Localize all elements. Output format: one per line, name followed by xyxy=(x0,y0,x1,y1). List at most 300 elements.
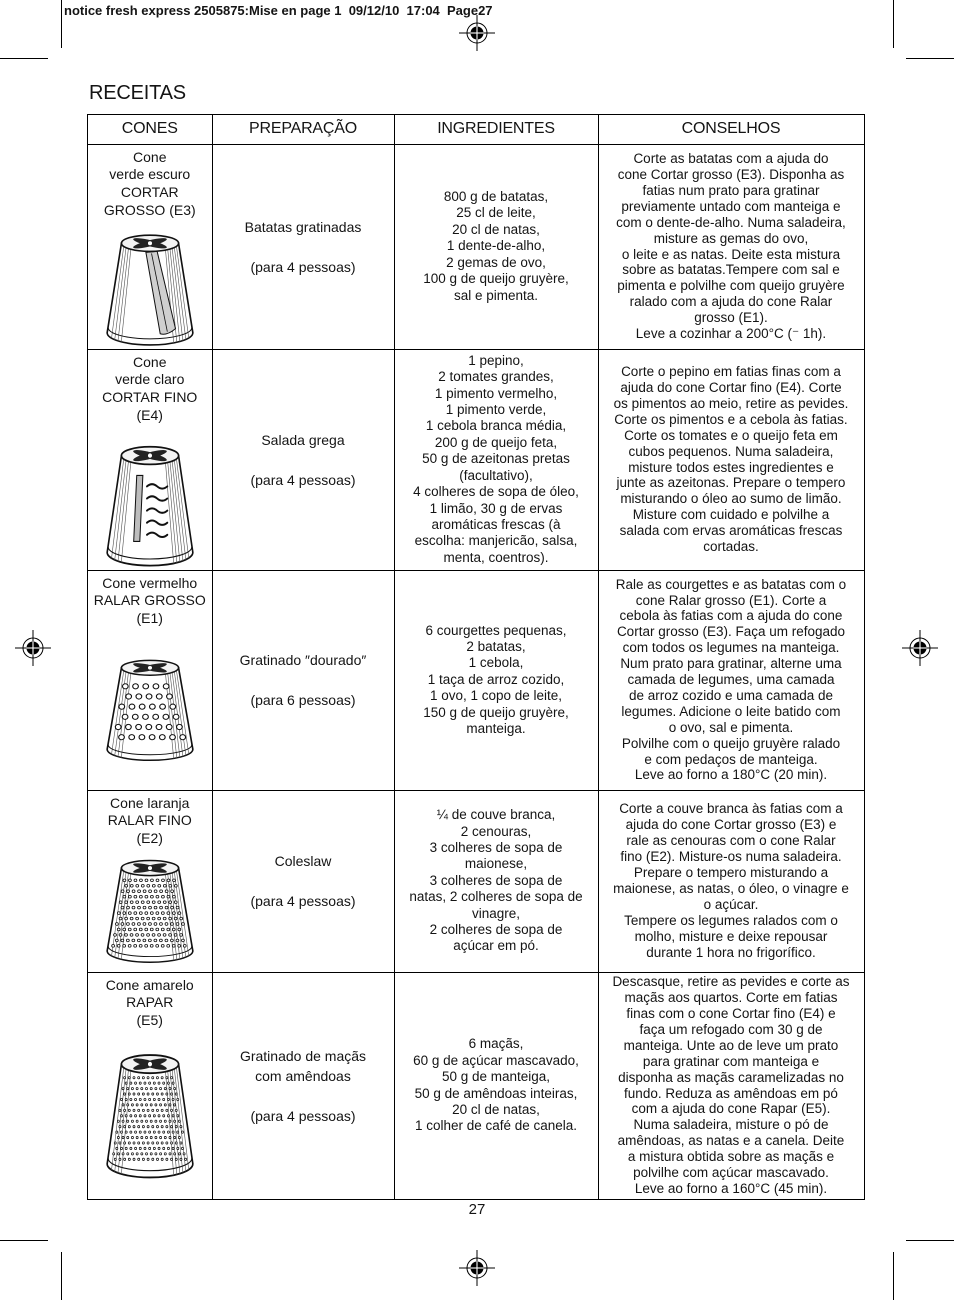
cone-hole xyxy=(137,939,140,942)
ingredient-line: 4 colheres de sopa de óleo, xyxy=(413,484,579,500)
cone-hole xyxy=(130,1098,132,1100)
cone-hole xyxy=(123,895,126,898)
cone-hole xyxy=(145,944,148,947)
cone-hole xyxy=(171,889,174,892)
cone-hole xyxy=(142,1109,144,1111)
cone-hole xyxy=(133,683,139,688)
cone-hole xyxy=(169,1136,171,1138)
cone-hole xyxy=(165,889,168,892)
cone-hole xyxy=(143,889,146,892)
cone-hole xyxy=(139,1082,141,1084)
cone-hole xyxy=(178,1136,180,1138)
cone-hole xyxy=(150,895,153,898)
cone-hole xyxy=(164,1087,166,1089)
cone-hole xyxy=(180,1158,182,1160)
cone-hole xyxy=(156,1125,158,1127)
cone-hole xyxy=(160,1087,162,1089)
cone-hole xyxy=(134,928,137,931)
registration-mark-icon xyxy=(902,630,938,666)
cone-hole xyxy=(124,1158,126,1160)
cone-hole xyxy=(167,911,170,914)
cone-hole xyxy=(134,944,137,947)
cone-cell xyxy=(88,571,213,791)
cone-hole xyxy=(174,933,177,936)
cone-grater-coarse-icon xyxy=(99,653,201,764)
cone-hole xyxy=(125,1098,127,1100)
cone-hole xyxy=(124,1109,126,1111)
cone-hole xyxy=(145,1087,147,1089)
crop-mark xyxy=(893,0,894,48)
cone-hole xyxy=(135,1114,137,1116)
cone-hole xyxy=(120,1131,122,1133)
cone-hole xyxy=(149,1098,151,1100)
ingredients-cell xyxy=(395,350,599,571)
cone-hole xyxy=(147,1109,149,1111)
ingredient-line: 1 ovo, 1 copo de leite, xyxy=(429,688,563,704)
cone-hole xyxy=(167,895,170,898)
cone-hole xyxy=(128,1141,130,1143)
cone-hole xyxy=(126,939,129,942)
cone-hole xyxy=(178,928,181,931)
cone-cell xyxy=(88,350,213,571)
cone-hole xyxy=(117,1120,119,1122)
tip-line: Prepare o tempero misturando a xyxy=(633,865,829,881)
cone-hole xyxy=(132,939,135,942)
cone-hole xyxy=(150,1120,152,1122)
cone-hole xyxy=(156,944,159,947)
dish-name xyxy=(261,430,344,450)
tip-line: misture as gemas do ovo, xyxy=(653,230,809,246)
cone-hole xyxy=(161,1092,163,1094)
cone-hole xyxy=(136,917,139,920)
ingredient-line: 1 pepino, xyxy=(468,352,524,368)
cone-hole xyxy=(138,1076,140,1078)
cone-hole xyxy=(178,944,181,947)
cone-label xyxy=(88,575,212,628)
cone-hole xyxy=(122,1103,124,1105)
cone-hole xyxy=(127,1103,129,1105)
cone-hole xyxy=(159,939,162,942)
cone-hole xyxy=(152,1109,154,1111)
cone-label-line: (E4) xyxy=(136,406,163,423)
ingredient-line: vinagre, xyxy=(471,905,521,921)
tip-line: fatias num prato para gratinar xyxy=(642,182,820,198)
cone-hole xyxy=(180,933,183,936)
cone-hole xyxy=(122,1120,124,1122)
servings: (para 4 pessoas) xyxy=(250,471,356,488)
tip-line: misture todos estes ingredientes e xyxy=(628,459,834,475)
cone-hole xyxy=(138,1141,140,1143)
tips-cell xyxy=(599,350,865,571)
cone-hole xyxy=(152,1092,154,1094)
cone-hole xyxy=(173,895,176,898)
cone-hole xyxy=(172,1098,174,1100)
cone-hole xyxy=(178,911,181,914)
tip-line: maionese, as natas, o óleo, o vinagre e xyxy=(613,881,849,896)
cone-hole xyxy=(128,1109,130,1111)
cone-hole xyxy=(154,922,157,925)
cone-hole xyxy=(130,1147,132,1149)
cone-hole xyxy=(158,1147,160,1149)
cone-hole xyxy=(172,1082,174,1084)
cone-hole xyxy=(150,928,153,931)
cone-hole xyxy=(125,1114,127,1116)
cone-hole xyxy=(174,1152,176,1154)
cone-hole xyxy=(127,1120,129,1122)
cone-hole xyxy=(148,939,151,942)
cone-hole xyxy=(145,895,148,898)
cone-hole xyxy=(154,889,157,892)
cone-hole xyxy=(167,1082,169,1084)
cone-hole xyxy=(181,939,184,942)
tip-line: o açúcar. xyxy=(703,896,759,912)
cone-hole xyxy=(138,889,141,892)
cone-hole xyxy=(129,704,135,709)
cone-hole xyxy=(136,1087,138,1089)
tip-line: camada de legumes, uma camada xyxy=(627,672,835,688)
ingredient-line: 1 limão, 30 g de ervas xyxy=(429,500,563,516)
crop-mark xyxy=(61,0,62,48)
cone-hole xyxy=(136,933,139,936)
cone-hole xyxy=(163,917,166,920)
ingredient-line: natas, 2 colheres de sopa de xyxy=(409,889,583,905)
cone-label-line: RALAR FINO xyxy=(107,812,192,829)
cone-hole xyxy=(127,1152,129,1154)
cone-hole xyxy=(124,1125,126,1127)
cone-hole xyxy=(171,1141,173,1143)
ingredient-line: 3 colheres de sopa de xyxy=(429,839,563,855)
registration-mark-graphic xyxy=(459,1250,495,1286)
ingredient-line: 2 cenouras, xyxy=(460,823,532,839)
ingredient-line: 20 cl de natas, xyxy=(452,1101,540,1117)
ingredient-line: 2 tomates grandes, xyxy=(438,369,554,385)
tip-line: fundo. Reduza as amêndoas em pó xyxy=(624,1085,838,1101)
cone-hole xyxy=(169,900,172,903)
cone-hole xyxy=(177,1098,179,1100)
tip-line: cone Cortar grosso (E3). Disponha as xyxy=(617,166,845,182)
cone-hole xyxy=(119,1109,121,1111)
cone-hole xyxy=(121,906,124,909)
cone-hole xyxy=(124,1076,126,1078)
cone-label xyxy=(88,149,212,220)
cone-hole xyxy=(142,1076,144,1078)
cone-hole xyxy=(143,683,149,688)
cone-cell xyxy=(88,973,213,1200)
cone-hole xyxy=(162,878,165,881)
ingredient-line: 1 pimento verde, xyxy=(445,402,547,418)
cone-hole xyxy=(122,1136,124,1138)
cone-hole xyxy=(141,1136,143,1138)
cone-hub-center xyxy=(148,865,153,870)
cone-hole xyxy=(163,1082,165,1084)
cone-hole xyxy=(152,884,155,887)
cone-hole xyxy=(153,1147,155,1149)
cone-label-line: verde claro xyxy=(115,371,185,388)
cone-hole xyxy=(153,1082,155,1084)
cone-hole xyxy=(123,928,126,931)
ingredient-line: aromáticas frescas (à xyxy=(431,516,561,532)
cone-hole xyxy=(147,1158,149,1160)
registration-mark-icon xyxy=(459,15,495,51)
cone-hole xyxy=(142,1158,144,1160)
dish-name-line: com amêndoas xyxy=(255,1067,351,1084)
ingredient-line: 50 g de manteiga, xyxy=(441,1069,551,1085)
tip-line: fino (E2). Misture-os numa saladeira. xyxy=(620,849,842,865)
cone-hole xyxy=(140,878,143,881)
cone-hole xyxy=(172,944,175,947)
cone-hole xyxy=(144,1098,146,1100)
cone-hole xyxy=(160,704,166,709)
ingredients-cell xyxy=(395,571,599,791)
cone-hole xyxy=(175,1092,177,1094)
cone-hole xyxy=(183,944,186,947)
cone-hole xyxy=(169,1120,171,1122)
cone-hole xyxy=(123,878,126,881)
cone-hole xyxy=(150,1136,152,1138)
cone-hole xyxy=(129,734,135,739)
cone-hole xyxy=(165,939,168,942)
cone-hole xyxy=(142,1092,144,1094)
cone-hole xyxy=(166,1092,168,1094)
cone-hole xyxy=(128,928,131,931)
column-header-preparation: PREPARAÇÃO xyxy=(213,115,395,145)
cone-hole xyxy=(121,922,124,925)
cone-hole xyxy=(120,1147,122,1149)
cone-hole xyxy=(128,1158,130,1160)
cone-hole xyxy=(142,1125,144,1127)
cone-hole xyxy=(141,1120,143,1122)
cone-hole xyxy=(123,911,126,914)
cone-hole xyxy=(125,1147,127,1149)
cone-hole xyxy=(180,1141,182,1143)
tip-line: com o dente-de-alho. Numa saladeira, xyxy=(616,214,846,230)
cone-hole xyxy=(123,944,126,947)
ingredient-line: 50 g de amêndoas inteiras, xyxy=(414,1085,578,1101)
cone-hole xyxy=(130,933,133,936)
cone-hole xyxy=(145,911,148,914)
tip-line: Corte os tomates e o queijo feta em xyxy=(624,427,838,443)
cone-hole xyxy=(128,944,131,947)
cone-hole xyxy=(171,1125,173,1127)
cone-hole xyxy=(154,906,157,909)
cone-hole xyxy=(136,693,142,698)
cone-hole xyxy=(166,724,172,729)
tip-line: Descasque, retire as pevides e corte as xyxy=(612,974,850,990)
tip-line: Tempere os legumes ralados com o xyxy=(624,912,838,928)
cone-hole xyxy=(135,1131,137,1133)
cone-hole xyxy=(180,734,186,739)
cone-hole xyxy=(128,1125,130,1127)
cone-hole xyxy=(169,1087,171,1089)
cone-hole xyxy=(133,1092,135,1094)
cone-hole xyxy=(139,928,142,931)
cone-hole xyxy=(180,917,183,920)
cone-hole xyxy=(131,1136,133,1138)
page-number: 27 xyxy=(468,1201,486,1218)
tip-line: Corte as batatas com a ajuda do xyxy=(633,151,829,167)
cone-hole xyxy=(127,1136,129,1138)
cone-hole xyxy=(146,1152,148,1154)
cone-hole xyxy=(127,906,130,909)
cone-hole xyxy=(170,734,176,739)
ingredient-line: 50 g de azeitonas pretas xyxy=(422,451,570,467)
tip-line: disponha as maçãs caramelizadas no xyxy=(618,1069,844,1085)
cone-hole xyxy=(174,1103,176,1105)
cone-hole xyxy=(171,1158,173,1160)
cone-hole xyxy=(141,1152,143,1154)
cone-hole xyxy=(166,1109,168,1111)
cone-hole xyxy=(146,724,152,729)
tip-line: molho, misture e deixe repousar xyxy=(634,928,828,944)
cone-label-line: CORTAR xyxy=(120,184,179,201)
ingredient-line: 1 pimento vermelho, xyxy=(434,385,558,401)
tip-line: Leve a cozinhar a 200°C (⁻ 1h). xyxy=(635,326,827,342)
cone-hole xyxy=(150,1152,152,1154)
tip-line: ajuda do cone Cortar fino (E4). Corte xyxy=(620,379,842,395)
cone-hole xyxy=(152,917,155,920)
cone-hole xyxy=(156,911,159,914)
tip-line: ralado com a ajuda do cone Ralar xyxy=(629,294,833,310)
tip-line: Corte o pepino em fatias finas com a xyxy=(621,364,841,380)
cone-hole xyxy=(134,911,137,914)
cone-hole xyxy=(167,1131,169,1133)
cone-hole xyxy=(129,878,132,881)
cone-hole xyxy=(149,734,155,739)
cone-hole xyxy=(124,1141,126,1143)
cone-hole xyxy=(145,878,148,881)
cone-hole xyxy=(124,1092,126,1094)
cone-hole xyxy=(139,1147,141,1149)
cone-hole xyxy=(138,1092,140,1094)
cone-hole xyxy=(150,944,153,947)
cone-hole xyxy=(164,1152,166,1154)
cone-hole xyxy=(145,928,148,931)
cone-grater-fine-icon xyxy=(99,853,201,966)
cone-label-line: (E5) xyxy=(136,1012,163,1029)
cone-hole xyxy=(121,889,124,892)
tip-line: a mistura obtida sobre as maçãs e xyxy=(627,1149,835,1165)
cone-hole xyxy=(139,704,145,709)
cone-hole xyxy=(165,906,168,909)
cone-hole xyxy=(174,1136,176,1138)
cone-hole xyxy=(167,878,170,881)
cone-hole xyxy=(169,884,172,887)
cone-hole xyxy=(154,939,157,942)
cone-hole xyxy=(126,724,132,729)
cone-hole xyxy=(144,1131,146,1133)
cone-label-line: verde escuro xyxy=(109,166,191,183)
cone-hole xyxy=(170,939,173,942)
tip-line: Num prato para gratinar, alterne uma xyxy=(620,656,842,672)
cone-hole xyxy=(174,1120,176,1122)
cone-hole xyxy=(141,1087,143,1089)
cone-hole xyxy=(161,895,164,898)
cone-hole xyxy=(152,933,155,936)
cone-hole xyxy=(161,944,164,947)
crop-mark xyxy=(906,1240,954,1241)
cone-label-line: Cone xyxy=(133,353,167,370)
cone-hole xyxy=(164,1103,166,1105)
cone-hole xyxy=(133,1141,135,1143)
ingredient-line: sal e pimenta. xyxy=(453,287,539,303)
cone-hole xyxy=(160,889,163,892)
cone-hole xyxy=(116,1147,118,1149)
ingredient-line: 1 cebola branca média, xyxy=(425,418,567,434)
tip-line: com a ajuda do cone Rapar (E5). xyxy=(631,1101,831,1117)
cone-hole xyxy=(177,1147,179,1149)
cone-hole xyxy=(178,1120,180,1122)
ingredient-line: 1 cebola, xyxy=(468,655,524,671)
cone-hole xyxy=(114,1141,116,1143)
tip-line: Corte a couve branca às fatias com a xyxy=(619,801,843,817)
ingredient-line: 800 g de batatas, xyxy=(443,189,549,205)
cone-hole xyxy=(147,884,150,887)
cone-hole xyxy=(174,884,177,887)
tip-line: previamente untado com manteiga e xyxy=(621,198,841,214)
cone-hole xyxy=(156,878,159,881)
cone-hole xyxy=(156,895,159,898)
dish-name xyxy=(240,1046,366,1086)
tip-line: durante 1 hora no frigorífico. xyxy=(646,944,816,960)
registration-mark-graphic xyxy=(459,15,495,51)
cone-hole xyxy=(167,1147,169,1149)
ingredient-line: 1 colher de café de canela. xyxy=(414,1118,578,1134)
cone-hole xyxy=(167,928,170,931)
tip-line: junte as azeitonas. Prepare o tempero xyxy=(616,475,846,491)
ingredients-cell xyxy=(395,791,599,973)
cone-hole xyxy=(121,939,124,942)
tip-line: Leve ao forno a 160°C (45 min). xyxy=(634,1180,828,1196)
cone-hole xyxy=(130,1131,132,1133)
cone-hole xyxy=(136,1136,138,1138)
cone-hole xyxy=(139,1098,141,1100)
cone-hole xyxy=(126,922,129,925)
tip-line: cubos pequenos. Numa saladeira, xyxy=(628,443,834,459)
cone-hole xyxy=(155,1136,157,1138)
cone-hole xyxy=(144,1114,146,1116)
cone-hole xyxy=(122,714,128,719)
cone-hole xyxy=(161,1125,163,1127)
tip-line: faça um refogado com 30 g de xyxy=(639,1021,823,1037)
cone-hole xyxy=(171,906,174,909)
cone-hole xyxy=(142,1141,144,1143)
cone-hole xyxy=(130,1082,132,1084)
tips-cell xyxy=(599,791,865,973)
cone-hole xyxy=(113,1152,115,1154)
cone-hole xyxy=(125,1082,127,1084)
tip-line: rale as cenouras com o cone Ralar xyxy=(626,833,836,849)
cone-hole xyxy=(136,900,139,903)
tip-line: legumes. Adicione o leite batido com xyxy=(621,703,841,719)
cone-hole xyxy=(156,724,162,729)
cone-hole xyxy=(158,900,161,903)
ingredient-line: 25 cl de leite, xyxy=(456,205,536,221)
cone-hole xyxy=(175,1158,177,1160)
cone-hole xyxy=(158,1114,160,1116)
cone-hole xyxy=(114,933,117,936)
cone-hole xyxy=(172,1147,174,1149)
cone-cell xyxy=(88,791,213,973)
cone-hole xyxy=(135,1082,137,1084)
cone-hole xyxy=(149,1082,151,1084)
cone-slicer-fine-icon xyxy=(99,438,201,570)
cone-hole xyxy=(125,933,128,936)
preparation-cell xyxy=(213,973,395,1200)
cone-hole xyxy=(139,911,142,914)
tip-line: Leve ao forno a 180°C (20 min). xyxy=(634,767,828,783)
cone-hole xyxy=(164,1136,166,1138)
cone-hole xyxy=(150,1103,152,1105)
